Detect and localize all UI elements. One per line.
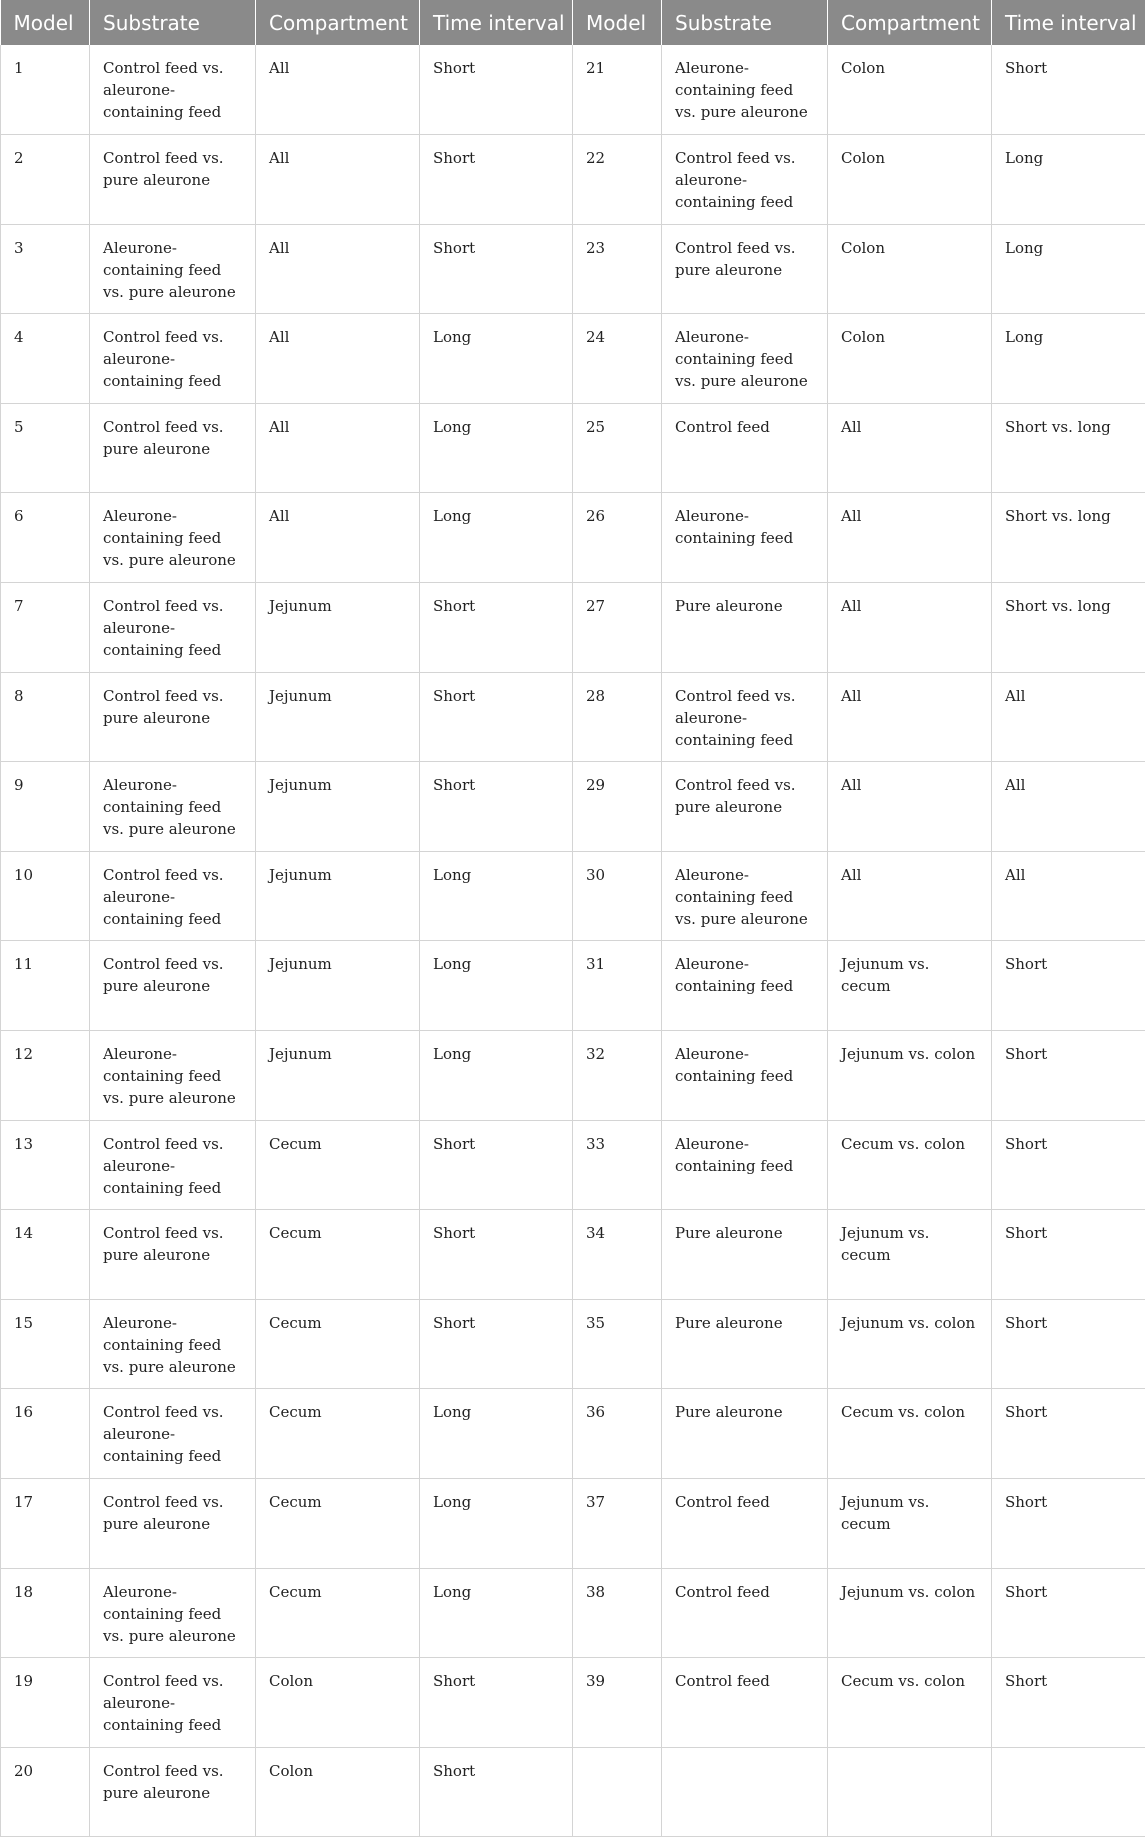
model-cell: 20 [1,1747,90,1837]
model-cell: 11 [1,941,90,1031]
compartment-cell: All [828,762,992,852]
compartment-cell: Jejunum vs. colon [828,1299,992,1389]
substrate-cell: Pure aleurone [662,583,828,673]
substrate-cell: Control feed vs. aleurone-containing feed [90,851,256,941]
time-interval-cell: Short [992,1479,1145,1569]
substrate-cell: Aleurone-containing feed [662,1120,828,1210]
table-row [1,762,1145,852]
compartment-cell: Cecum [256,1210,420,1300]
substrate-cell: Control feed vs. aleurone-containing feed [90,45,256,135]
model-cell: 18 [1,1568,90,1658]
model-cell: 29 [573,762,662,852]
compartment-cell: All [256,493,420,583]
time-interval-cell: Long [420,941,573,1031]
model-cell: 12 [1,1031,90,1121]
substrate-cell: Aleurone-containing feed vs. pure aleurone [90,1031,256,1121]
compartment-cell: Jejunum vs. cecum [828,941,992,1031]
compartment-cell: Jejunum vs. cecum [828,1479,992,1569]
time-interval-cell: Long [420,493,573,583]
substrate-cell: Aleurone-containing feed vs. pure aleurone [662,45,828,135]
model-cell: 10 [1,851,90,941]
table-row [1,1479,1145,1569]
model-cell: 14 [1,1210,90,1300]
time-interval-cell: All [992,762,1145,852]
compartment-cell: Jejunum [256,851,420,941]
time-interval-cell: Short [420,672,573,762]
model-cell: 39 [573,1658,662,1748]
substrate-cell: Control feed vs. aleurone-containing feed [90,1120,256,1210]
model-cell: 35 [573,1299,662,1389]
table-row [1,583,1145,673]
time-interval-cell: Long [420,403,573,493]
header-time-interval: Time interval [420,0,573,45]
compartment-cell: Jejunum [256,762,420,852]
compartment-cell: Jejunum [256,1031,420,1121]
compartment-cell: Jejunum vs. colon [828,1568,992,1658]
table-row [1,314,1145,404]
model-cell: 33 [573,1120,662,1210]
compartment-cell: Colon [256,1747,420,1837]
compartment-cell: All [828,403,992,493]
compartment-cell: Cecum vs. colon [828,1658,992,1748]
time-interval-cell: Short [420,1120,573,1210]
model-cell: 22 [573,135,662,225]
compartment-cell: Colon [256,1658,420,1748]
substrate-cell: Control feed vs. aleurone-containing feed [662,135,828,225]
compartment-cell: Cecum [256,1389,420,1479]
model-cell: 15 [1,1299,90,1389]
substrate-cell: Control feed vs. pure aleurone [90,1210,256,1300]
compartment-cell: Jejunum [256,583,420,673]
substrate-cell: Control feed vs. pure aleurone [662,224,828,314]
time-interval-cell: Short vs. long [992,583,1145,673]
time-interval-cell: Short [992,1031,1145,1121]
time-interval-cell: Long [420,1479,573,1569]
compartment-cell [828,1747,992,1837]
time-interval-cell [992,1747,1145,1837]
time-interval-cell: Short [420,1299,573,1389]
time-interval-cell: Short [992,941,1145,1031]
substrate-cell: Aleurone-containing feed vs. pure aleurone [90,1299,256,1389]
table-row [1,1747,1145,1837]
time-interval-cell: Short [992,1210,1145,1300]
header-compartment: Compartment [828,0,992,45]
substrate-cell: Control feed vs. pure aleurone [90,672,256,762]
compartment-cell: All [828,851,992,941]
header-compartment: Compartment [256,0,420,45]
compartment-cell: Colon [828,45,992,135]
model-cell: 4 [1,314,90,404]
substrate-cell: Aleurone-containing feed vs. pure aleurone [90,224,256,314]
substrate-cell: Control feed vs. pure aleurone [90,1747,256,1837]
compartment-cell: All [256,135,420,225]
model-cell: 26 [573,493,662,583]
substrate-cell: Aleurone-containing feed [662,493,828,583]
substrate-cell: Aleurone-containing feed vs. pure aleurone [662,314,828,404]
table-row [1,135,1145,225]
header-model: Model [573,0,662,45]
compartment-cell: Colon [828,314,992,404]
table-row [1,1299,1145,1389]
substrate-cell: Pure aleurone [662,1299,828,1389]
model-cell: 30 [573,851,662,941]
substrate-cell [662,1747,828,1837]
compartment-cell: Colon [828,135,992,225]
compartment-cell: Cecum [256,1479,420,1569]
model-cell: 37 [573,1479,662,1569]
table-body [1,45,1145,1837]
table-row [1,224,1145,314]
table-row [1,1031,1145,1121]
time-interval-cell: Short [420,135,573,225]
compartment-cell: Cecum vs. colon [828,1120,992,1210]
substrate-cell: Aleurone-containing feed [662,1031,828,1121]
compartment-cell: Jejunum vs. colon [828,1031,992,1121]
model-cell: 3 [1,224,90,314]
model-cell: 38 [573,1568,662,1658]
header-substrate: Substrate [90,0,256,45]
model-cell: 5 [1,403,90,493]
time-interval-cell: Long [420,1031,573,1121]
header-time-interval: Time interval [992,0,1145,45]
model-cell: 9 [1,762,90,852]
compartment-cell: Colon [828,224,992,314]
substrate-cell: Aleurone-containing feed vs. pure aleurone [90,762,256,852]
table-row [1,941,1145,1031]
table-row [1,493,1145,583]
compartment-cell: All [256,45,420,135]
time-interval-cell: All [992,851,1145,941]
substrate-cell: Pure aleurone [662,1210,828,1300]
substrate-cell: Control feed vs. pure aleurone [90,1479,256,1569]
substrate-cell: Control feed [662,403,828,493]
substrate-cell: Control feed vs. aleurone-containing feed [90,1658,256,1748]
compartment-cell: Cecum [256,1299,420,1389]
table-row [1,1120,1145,1210]
substrate-cell: Control feed [662,1479,828,1569]
compartment-cell: All [256,314,420,404]
time-interval-cell: Long [420,1568,573,1658]
table-row [1,851,1145,941]
substrate-cell: Control feed vs. pure aleurone [90,135,256,225]
time-interval-cell: Long [992,224,1145,314]
substrate-cell: Control feed vs. aleurone-containing feed [90,583,256,673]
time-interval-cell: Short [992,45,1145,135]
substrate-cell: Aleurone-containing feed vs. pure aleurone [662,851,828,941]
model-cell: 7 [1,583,90,673]
time-interval-cell: All [992,672,1145,762]
time-interval-cell: Short [420,583,573,673]
time-interval-cell: Short [420,45,573,135]
model-cell [573,1747,662,1837]
table-row [1,1568,1145,1658]
model-cell: 34 [573,1210,662,1300]
time-interval-cell: Short [992,1568,1145,1658]
table-row [1,45,1145,135]
model-cell: 13 [1,1120,90,1210]
compartment-cell: All [828,493,992,583]
compartment-cell: Jejunum vs. cecum [828,1210,992,1300]
table-row [1,672,1145,762]
time-interval-cell: Short vs. long [992,493,1145,583]
model-cell: 28 [573,672,662,762]
time-interval-cell: Short [420,762,573,852]
table-row [1,1389,1145,1479]
model-cell: 6 [1,493,90,583]
model-cell: 19 [1,1658,90,1748]
model-cell: 36 [573,1389,662,1479]
compartment-cell: Jejunum [256,672,420,762]
compartment-cell: Cecum vs. colon [828,1389,992,1479]
header-substrate: Substrate [662,0,828,45]
table-row [1,1658,1145,1748]
substrate-cell: Aleurone-containing feed vs. pure aleurone [90,1568,256,1658]
model-cell: 25 [573,403,662,493]
model-cell: 32 [573,1031,662,1121]
time-interval-cell: Short [992,1299,1145,1389]
time-interval-cell: Long [420,851,573,941]
time-interval-cell: Long [420,1389,573,1479]
compartment-cell: All [256,224,420,314]
time-interval-cell: Short [420,1658,573,1748]
substrate-cell: Control feed vs. pure aleurone [90,403,256,493]
time-interval-cell: Long [992,314,1145,404]
time-interval-cell: Short vs. long [992,403,1145,493]
substrate-cell: Pure aleurone [662,1389,828,1479]
model-cell: 17 [1,1479,90,1569]
time-interval-cell: Short [992,1120,1145,1210]
model-cell: 1 [1,45,90,135]
compartment-cell: All [256,403,420,493]
time-interval-cell: Short [420,224,573,314]
compartment-cell: All [828,583,992,673]
model-cell: 16 [1,1389,90,1479]
substrate-cell: Control feed vs. pure aleurone [90,941,256,1031]
substrate-cell: Control feed [662,1568,828,1658]
substrate-cell: Aleurone-containing feed vs. pure aleurone [90,493,256,583]
substrate-cell: Control feed vs. aleurone-containing feed [662,672,828,762]
substrate-cell: Control feed [662,1658,828,1748]
compartment-cell: Jejunum [256,941,420,1031]
table-row [1,403,1145,493]
model-cell: 2 [1,135,90,225]
substrate-cell: Control feed vs. pure aleurone [662,762,828,852]
substrate-cell: Control feed vs. aleurone-containing feed [90,314,256,404]
model-cell: 27 [573,583,662,673]
time-interval-cell: Long [420,314,573,404]
substrate-cell: Control feed vs. aleurone-containing feed [90,1389,256,1479]
compartment-cell: Cecum [256,1120,420,1210]
time-interval-cell: Long [992,135,1145,225]
time-interval-cell: Short [992,1658,1145,1748]
model-cell: 24 [573,314,662,404]
model-cell: 21 [573,45,662,135]
compartment-cell: Cecum [256,1568,420,1658]
time-interval-cell: Short [992,1389,1145,1479]
table-header-row [1,0,1145,45]
time-interval-cell: Short [420,1210,573,1300]
substrate-cell: Aleurone-containing feed [662,941,828,1031]
compartment-cell: All [828,672,992,762]
time-interval-cell: Short [420,1747,573,1837]
model-cell: 8 [1,672,90,762]
header-model: Model [1,0,90,45]
model-cell: 31 [573,941,662,1031]
table-row [1,1210,1145,1300]
model-cell: 23 [573,224,662,314]
